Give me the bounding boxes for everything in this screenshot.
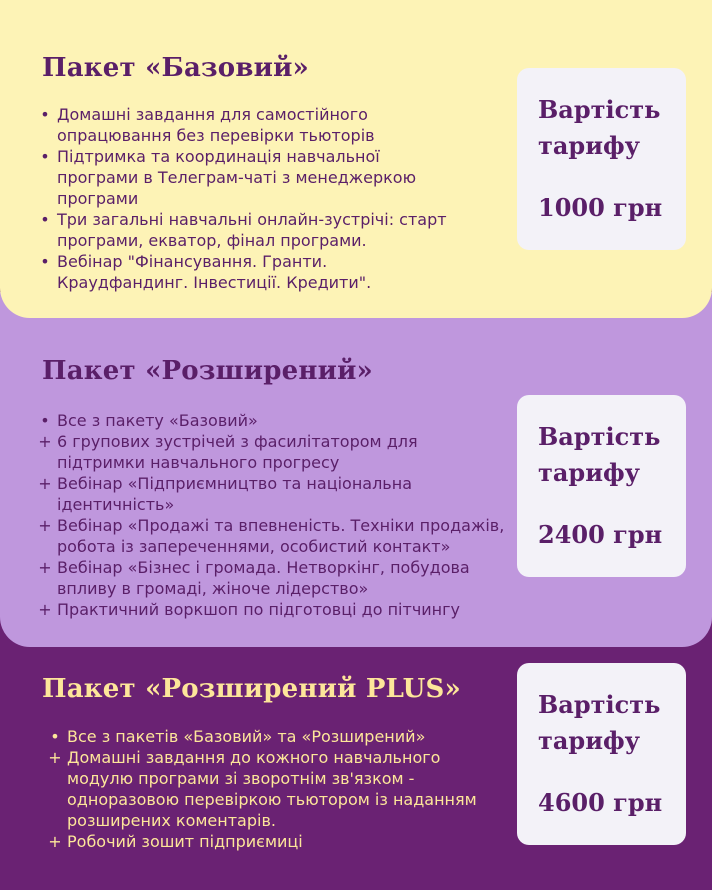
price-value: 4600 грн: [538, 788, 663, 817]
price-label-line: Вартість: [538, 422, 661, 451]
bullet-plus-icon: +: [48, 748, 62, 767]
bullet-dot-icon: •: [50, 727, 60, 746]
feature-text: Все з пакету «Базовий»: [57, 411, 258, 430]
list-item: [38, 473, 508, 515]
bullet-dot-icon: •: [40, 210, 50, 229]
feature-list: [38, 104, 458, 293]
list-item: [48, 831, 498, 852]
list-item: [48, 747, 498, 831]
feature-text: Все з пакетів «Базовий» та «Розширений»: [67, 727, 426, 746]
bullet-dot-icon: •: [40, 147, 50, 166]
list-item: [48, 726, 498, 747]
package-title: Пакет «Розширений PLUS»: [42, 674, 461, 704]
package-title: Пакет «Базовий»: [42, 53, 310, 83]
bullet-plus-icon: +: [48, 832, 62, 851]
feature-text: Домашні завдання до кожного навчального модулю програми зі зворотнім зв'язком - одноразовою перевіркою тьютором із наданням розширених коментарів.: [67, 748, 477, 830]
feature-text: 6 групових зустрічей з фасилітатором для підтримки навчального прогресу: [57, 432, 418, 472]
bullet-dot-icon: •: [40, 105, 50, 124]
price-label-line: тарифу: [538, 726, 641, 755]
bullet-plus-icon: +: [38, 600, 52, 619]
feature-list: [38, 410, 508, 620]
list-item: [38, 515, 508, 557]
price-label-line: тарифу: [538, 131, 641, 160]
feature-text: Робочий зошит підприємиці: [67, 832, 303, 851]
list-item: [38, 410, 508, 431]
list-item: [38, 431, 508, 473]
feature-text: Три загальні навчальні онлайн-зустрічі: старт програми, екватор, фінал програми.: [57, 210, 447, 250]
list-item: [38, 599, 508, 620]
price-label: [538, 419, 688, 491]
bullet-dot-icon: •: [40, 252, 50, 271]
feature-text: Вебінар «Бізнес і громада. Нетворкінг, побудова впливу в громаді, жіноче лідерство»: [57, 558, 470, 598]
price-label-line: Вартість: [538, 95, 661, 124]
list-item: [38, 104, 458, 146]
feature-text: Підтримка та координація навчальної програми в Телеграм-чаті з менеджеркою програми: [57, 147, 417, 208]
price-label: [538, 687, 688, 759]
package-card-extended: [0, 292, 712, 647]
bullet-plus-icon: +: [38, 432, 52, 451]
price-value: 1000 грн: [538, 193, 663, 222]
price-value: 2400 грн: [538, 520, 663, 549]
bullet-plus-icon: +: [38, 558, 52, 577]
list-item: [38, 146, 458, 209]
bullet-plus-icon: +: [38, 474, 52, 493]
bullet-dot-icon: •: [40, 411, 50, 430]
bullet-plus-icon: +: [38, 516, 52, 535]
list-item: [38, 251, 458, 293]
package-title: Пакет «Розширений»: [42, 356, 374, 386]
package-card-basic: [0, 0, 712, 318]
price-box: [517, 663, 686, 845]
price-label-line: Вартість: [538, 690, 661, 719]
feature-text: Вебінар «Підприємництво та національна ідентичність»: [57, 474, 412, 514]
feature-text: Практичний воркшоп по підготовці до пітчингу: [57, 600, 460, 619]
feature-text: Домашні завдання для самостійного опрацювання без перевірки тьюторів: [57, 105, 375, 145]
price-box: [517, 395, 686, 577]
feature-text: Вебінар "Фінансування. Гранти. Краудфандинг. Інвестиції. Кредити".: [57, 252, 372, 292]
feature-text: Вебінар «Продажі та впевненість. Техніки продажів, робота із запереченнями, особистий контакт»: [57, 516, 505, 556]
price-label-line: тарифу: [538, 458, 641, 487]
price-label: [538, 92, 688, 164]
feature-list: [48, 726, 498, 852]
list-item: [38, 209, 458, 251]
package-card-plus: [0, 620, 712, 890]
list-item: [38, 557, 508, 599]
price-box: [517, 68, 686, 250]
